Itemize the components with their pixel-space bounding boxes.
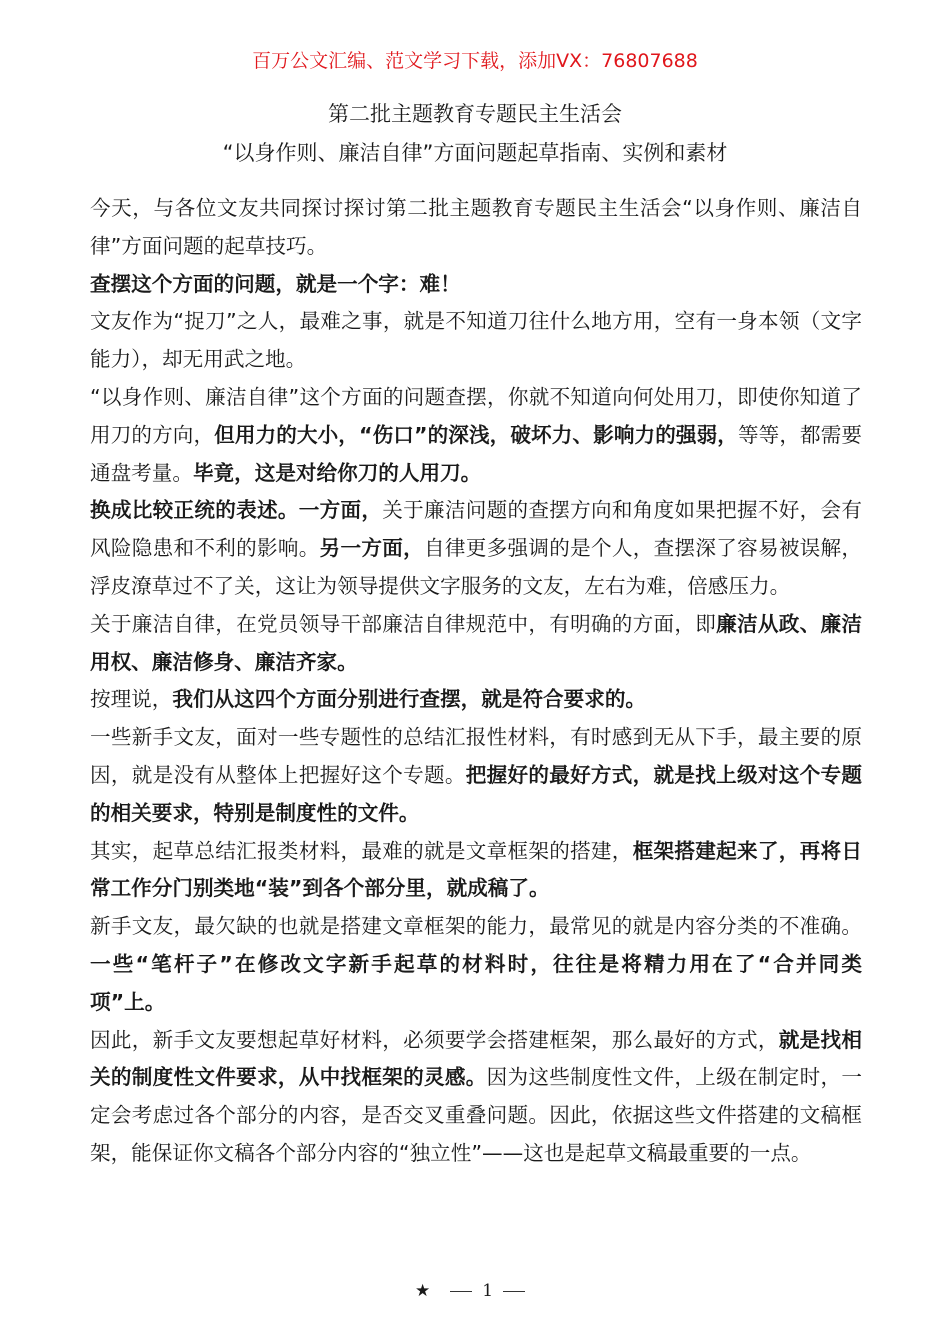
page-footer	[0, 1281, 950, 1301]
page-number: 1	[482, 1281, 494, 1301]
body-paragraph	[90, 492, 862, 605]
star-icon: ★	[414, 1281, 431, 1301]
bold-text: 另一方面，	[319, 536, 424, 561]
bold-text: 查摆这个方面的问题，就是一个字：难！	[90, 271, 461, 296]
text-run: 其实，起草总结汇报类材料，最难的就是文章框架的搭建，	[90, 838, 633, 863]
footer-dash-right	[503, 1291, 525, 1292]
body-paragraph	[90, 1022, 862, 1173]
bold-text: 框架搭建起来了，再将日常工作分门别类地“装”到各个部分里，就成稿了。	[90, 838, 863, 901]
body-paragraph	[90, 833, 862, 909]
body-paragraph	[90, 303, 862, 379]
text-run: 因为这些制度性文件，上级在制定时，一定会考虑过各个部分的内容，是否交叉重叠问题。因此，依据这些文件搭建的文稿框架，能保证你文稿各个部分内容的“独立性”——这也是起草文稿最重要的一点。	[90, 1065, 863, 1165]
text-run: 按理说，	[90, 687, 173, 712]
text-run: 今天，与各位文友共同探讨探讨第二批主题教育专题民主生活会“以身作则、廉洁自律”方面问题的起草技巧。	[90, 196, 862, 258]
document-title-line-2: “以身作则、廉洁自律”方面问题起草指南、实例和素材	[222, 141, 728, 165]
document-body	[90, 190, 862, 1173]
bold-text: 一些“笔杆子”在修改文字新手起草的材料时，往往是将精力用在了“合并同类项”上。	[90, 951, 862, 1014]
bold-text: 就是找相关的制度性文件要求，从中找框架的灵感。	[90, 1027, 863, 1090]
body-paragraph	[90, 606, 862, 682]
text-run: 一些新手文友，面对一些专题性的总结汇报性材料，有时感到无从下手，最主要的原因，就是没有从整体上把握好这个专题。	[90, 725, 862, 787]
header-note: 百万公文汇编、范文学习下载，添加VX：76807688	[252, 50, 698, 72]
body-paragraph	[90, 379, 862, 492]
body-paragraph	[90, 190, 862, 266]
bold-text: 换成比较正统的表述。一方面，	[90, 498, 383, 523]
bold-text: 我们从这四个方面分别进行查摆，就是符合要求的。	[172, 687, 647, 712]
bold-text: 但用力的大小，“伤口”的深浅，破坏力、影响力的强弱，	[214, 422, 738, 447]
body-paragraph	[90, 908, 862, 1021]
text-run: 等等，都需要通盘考量。	[90, 422, 862, 485]
body-paragraph	[90, 719, 862, 832]
text-run: 关于廉洁问题的查摆方向和角度如果把握不好，会有风险隐患和不利的影响。	[90, 498, 863, 561]
bold-text: 廉洁从政、廉洁用权、廉洁修身、廉洁齐家。	[90, 611, 862, 674]
footer-dash-left	[450, 1291, 472, 1292]
document-title-line-1: 第二批主题教育专题民主生活会	[328, 102, 622, 126]
text-run: 文友作为“捉刀”之人，最难之事，就是不知道刀往什么地方用，空有一身本领（文字能力），却无用武之地。	[90, 309, 862, 372]
text-run: 新手文友，最欠缺的也就是搭建文章框架的能力，最常见的就是内容分类的不准确。	[90, 914, 862, 939]
bold-text: 把握好的最好方式，就是找上级对这个专题的相关要求，特别是制度性的文件。	[90, 762, 862, 825]
text-run: “以身作则、廉洁自律”这个方面的问题查摆，你就不知道向何处用刀，即使你知道了用刀的方向，	[90, 384, 862, 447]
text-run: 关于廉洁自律，在党员领导干部廉洁自律规范中，有明确的方面，即	[90, 611, 717, 636]
body-paragraph	[90, 681, 862, 719]
text-run: 自律更多强调的是个人，查摆深了容易被误解，浮皮潦草过不了关，这让为领导提供文字服务的文友，左右为难，倍感压力。	[90, 536, 863, 598]
text-run: 因此，新手文友要想起草好材料，必须要学会搭建框架，那么最好的方式，	[90, 1027, 779, 1052]
body-paragraph	[90, 266, 862, 304]
bold-text: 毕竟，这是对给你刀的人用刀。	[192, 460, 482, 485]
